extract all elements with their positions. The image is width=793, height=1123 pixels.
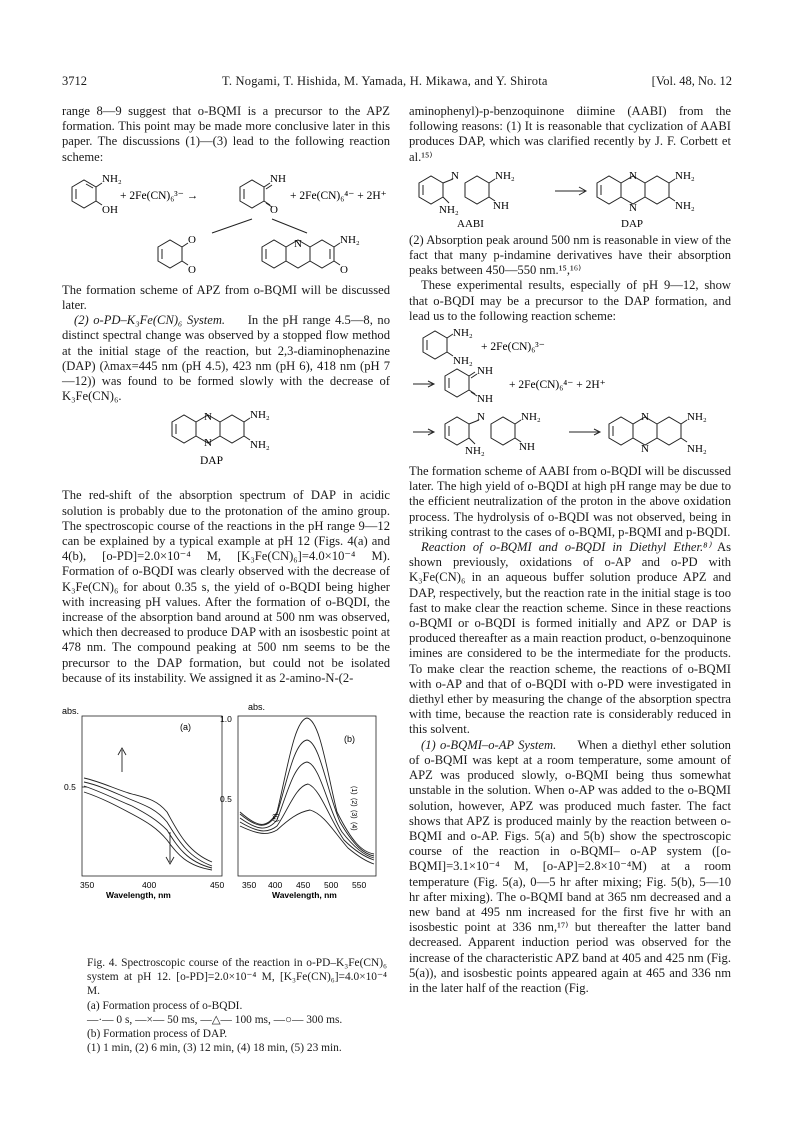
label-nh2: NH₂	[687, 411, 707, 424]
caption-line: Fig. 4. Spectroscopic course of the reaction in o-PD–K₃Fe(CN)₆ system at pH 12. [o-PD]=2.0×10⁻⁴ M, [K₃Fe(CN)₆]=4.0×10⁻⁴ M.	[87, 957, 387, 998]
caption-line: (a) Formation process of o-BQDI.	[87, 999, 243, 1012]
label-n: N	[204, 411, 212, 424]
panel-a-frame	[82, 716, 222, 876]
tick-label: 0.5	[220, 794, 232, 804]
label-nh: NH	[519, 441, 535, 454]
running-header	[62, 74, 732, 92]
reagent-term: + 2Fe(CN)₆³⁻	[481, 341, 545, 354]
curve-50ms	[84, 782, 212, 866]
page-number: 3712	[62, 74, 87, 88]
right-column	[409, 104, 731, 996]
y-axis-label: abs.	[248, 702, 266, 712]
paragraph: (2) o-PD–K₃Fe(CN)₆ System. In the pH range 4.5—8, no distinct spectral change was observed by a stopped flow method at the initial stage of the reaction, but 2,3-diaminophenazine (DAP) (λmax=445 nm (pH 4.5), 423 nm (pH 6), 418 nm (pH 7—12)) was found to be formed slowly with the decrease of K₃Fe(CN)₆.	[62, 313, 390, 404]
label-nh2: NH₂	[675, 169, 695, 182]
compound-label: AABI	[457, 217, 484, 230]
panel-label: (a)	[180, 722, 191, 732]
panel-label: (b)	[344, 734, 355, 744]
label-o: O	[188, 233, 196, 246]
aabi-to-dap-scheme	[409, 167, 731, 231]
curve-300ms	[84, 792, 212, 870]
label-n: N	[294, 237, 302, 250]
paragraph: The red-shift of the absorption spectrum of DAP in acidic solution is probably due to the protonation of the amino group. The spectroscopic course of the reactions in the pH range 9—12 can be explained by a typical example at pH 12 (Figs. 4(a) and 4(b), [o-PD]=2.0×10⁻⁴ M, [K₃Fe(CN)₆]=4.0×10⁻⁴ M). Formation of o-BQDI was clearly observed with the decrease of K₃Fe(CN)₆ for about 0.35 s, the yield of o-BQDI being higher with increasing pH values. After the formation of o-BQDI, the increase of the absorption band around at 500 nm was observed, which then decreased to produce DAP with an isosbestic point at 478 nm. The compound peaking at 500 nm seems to be the precursor to the DAP formation, but could not be isolated because of its instability. We assigned it as 2-amino-N-(2-	[62, 488, 390, 685]
byproduct-term: + 2Fe(CN)₆⁴⁻ + 2H⁺	[509, 379, 606, 392]
label-nh2: NH₂	[250, 439, 270, 452]
paragraph: (2) Absorption peak around 500 nm is reasonable in view of the fact that many p-indamine derivatives have their absorption peaks between 450—550 nm.¹⁵,¹⁶⁾	[409, 232, 731, 278]
tick-label: 450	[296, 880, 311, 890]
label-nh2: NH₂	[465, 445, 485, 458]
compound-label: DAP	[621, 217, 644, 230]
paragraph: (1) o-BQMI–o-AP System. When a diethyl ether solution of o-BQMI was kept at a room temperature, some amount of APZ was produced slowly, o-BQMI being thus somewhat unstable in the solution. When o-AP was added to the o-BQMI solution, however, APZ was produced much faster. The fact shows that APZ is produced mainly by the reaction between o-BQMI and o-AP. Figs. 5(a) and 5(b) show the spectroscopic course of the reaction in o-BQMI– o-AP system ([o-BQMI]=3.1×10⁻⁴ M, [o-AP]=2.8×10⁻⁴M) at a room temperature (Fig. 5(a), 0—5 hr after mixing; Fig. 5(b), 5—10 hr after mixing). The o-BQMI band at 365 nm decreased and a new band at 495 nm increased for the first five hr with an isosbestic point at 336 nm,¹⁷⁾ but thereafter the latter band decreased. Apparent induction period was observed for the increase of the characteristic APZ band at 405 and 425 nm (Fig. 5(a)), and isosbestic points appeared again at 465 and 336 nm in the later half of the reaction (Fig.	[409, 737, 731, 995]
label-nh2: NH₂	[250, 409, 270, 422]
label-n: N	[204, 437, 212, 450]
label-nh2: NH₂	[102, 172, 122, 185]
label-n: N	[641, 411, 649, 424]
label-nh2: NH₂	[687, 443, 707, 456]
caption-line: (1) 1 min, (2) 6 min, (3) 12 min, (4) 18 min, (5) 23 min.	[87, 1042, 342, 1055]
label-o: O	[340, 263, 348, 276]
tick-label: 350	[80, 880, 95, 890]
label-nh2: NH₂	[340, 233, 360, 246]
label-nh: NH	[270, 172, 286, 185]
panel-a	[62, 706, 224, 900]
label-n: N	[451, 169, 459, 182]
caption-line: (b) Formation process of DAP.	[87, 1028, 228, 1041]
paragraph: aminophenyl)-p-benzoquinone diimine (AABI) from the following reasons: (1) It is reasonable that cyclization of AABI produces DAP, which was clarified recently by J. F. Corbett et al.¹⁵⁾	[409, 104, 731, 164]
paragraph: These experimental results, especially of pH 9—12, show that o-BQDI may be a precursor to the DAP formation, and lead us to the following reaction scheme:	[409, 278, 731, 323]
paragraph: range 8—9 suggest that o-BQMI is a precursor to the APZ formation. This point may be made more conclusive later in this paper. The discussions (1)—(3) lead to the following reaction scheme:	[62, 104, 390, 164]
label-oh: OH	[102, 203, 118, 216]
tick-label: 0.5	[64, 782, 76, 792]
curve-label: (5)	[273, 813, 280, 822]
tick-label: 400	[268, 880, 283, 890]
label-n: N	[629, 201, 637, 214]
label-nh2: NH₂	[439, 203, 459, 216]
label-nh2: NH₂	[495, 169, 515, 182]
label-nh: NH	[477, 365, 493, 378]
reaction-arrow-term: + 2Fe(CN)₆³⁻ →	[120, 189, 199, 202]
curve-label: (2)	[350, 798, 357, 807]
label-nh2: NH₂	[453, 355, 473, 368]
dap-structure	[62, 406, 390, 486]
paragraph: Reaction of o-BQMI and o-BQDI in Diethyl Ether.⁸⁾ As shown previously, oxidations of o-AP and o-PD with K₃Fe(CN)₆ in an aqueous buffer solution produce APZ and DAP, respectively, but the reaction rate in the initial stage is too fast to make clear the reaction scheme. Since in these reactions o-BQMI or o-BQDI is formed initially and APZ or DAP is produced thereafter as a main reaction product, o-benzoquinone imines are considered to be the intermediate for the products. To make clear the reaction scheme, the reactions of o-BQMI with o-AP and that of o-BQDI with o-PD were investigated in diethyl ether by measuring the change of the absorption spectra with time, because the reaction rate is considerably reduced in this solvent.	[409, 540, 731, 737]
compound-label: DAP	[200, 455, 224, 468]
reaction-scheme-1	[62, 167, 390, 281]
volume-info: [Vol. 48, No. 12	[651, 74, 732, 88]
curve-label: (3)	[350, 810, 357, 819]
paragraph: The formation scheme of APZ from o-BQMI will be discussed later.	[62, 282, 390, 313]
author-line: T. Nogami, T. Hishida, M. Yamada, H. Mikawa, and Y. Shirota	[222, 74, 548, 88]
figure-caption	[87, 956, 387, 1055]
label-nh2: NH₂	[521, 411, 541, 424]
section-heading: (1) o-BQMI–o-AP System.	[421, 737, 557, 752]
label-nh: NH	[493, 199, 509, 212]
y-axis-label: abs.	[62, 706, 80, 716]
caption-line: —·— 0 s, —×— 50 ms, —△— 100 ms, —○— 300 ms.	[87, 1013, 343, 1026]
byproduct-term: + 2Fe(CN)₆⁴⁻ + 2H⁺	[290, 189, 387, 202]
tick-label: 550	[352, 880, 367, 890]
tick-label: 400	[142, 880, 157, 890]
tick-label: 500	[324, 880, 339, 890]
tick-label: 450	[210, 880, 225, 890]
curve-label: (1)	[350, 786, 357, 795]
curve-label: (4)	[350, 822, 357, 831]
left-column	[62, 104, 390, 686]
curve-0s	[84, 778, 212, 862]
label-o: O	[270, 203, 278, 216]
tick-label: 1.0	[220, 714, 232, 724]
label-nh2: NH₂	[453, 327, 473, 340]
panel-b	[220, 702, 376, 900]
reaction-scheme-2	[409, 326, 731, 462]
label-o: O	[188, 263, 196, 276]
x-axis-label: Wavelength, nm	[106, 890, 171, 900]
tick-label: 350	[242, 880, 257, 890]
section-heading: (2) o-PD–K₃Fe(CN)₆ System.	[74, 313, 226, 328]
label-nh: NH	[477, 393, 493, 406]
curve-labels-top	[350, 786, 357, 831]
paragraph: The formation scheme of AABI from o-BQDI will be discussed later. The high yield of o-BQDI at high pH range may be due to the efficient neutralization of the proton in the above oxidation process. The hydrolysis of o-BQDI was not observed, being in striking contrast to the cases of o-BQMI, p-BQMI and p-BQDI.	[409, 464, 731, 539]
label-nh2: NH₂	[675, 199, 695, 212]
curve-labels-bottom	[273, 813, 280, 822]
label-n: N	[477, 411, 485, 424]
x-axis-label: Wavelength, nm	[272, 890, 337, 900]
section-heading: Reaction of o-BQMI and o-BQDI in Diethyl Ether.⁸⁾	[421, 540, 711, 555]
label-n: N	[629, 169, 637, 182]
label-n: N	[641, 443, 649, 456]
figure-4	[62, 702, 388, 952]
